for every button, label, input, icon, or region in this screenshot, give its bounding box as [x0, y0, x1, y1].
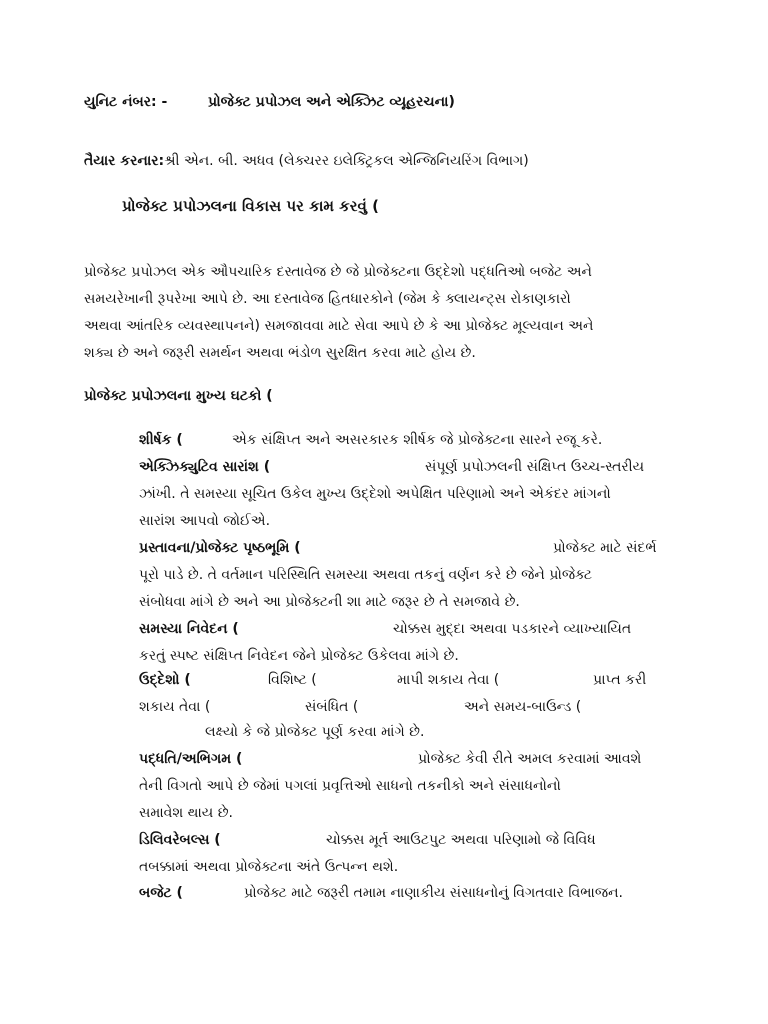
item-deliverables-text: ચોક્કસ મૂર્ત આઉટપુટ અથવા પરિણામો જે વિવિધ	[326, 832, 596, 848]
unit-title: પ્રોજેક્ટ પ્રપોઝલ અને એક્ઝિટ વ્યૂહરચના)	[208, 94, 455, 110]
item-exec-line2: ઝાંખી. તે સમસ્યા સૂચિત ઉકેલ મુખ્ય ઉદ્દેશો અપેક્ષિત પરિણામો અને એકંદર માંગનો	[139, 486, 611, 502]
item-objectives-l2a: શકાય તેવા (	[139, 699, 211, 715]
prepared-label: તૈયાર કરનાર:	[84, 153, 165, 169]
section-heading-components: પ્રોજેક્ટ પ્રપોઝલના મુખ્ય ઘટકો (	[84, 388, 273, 404]
item-problem-term: સમસ્યા નિવેદન (	[139, 621, 239, 637]
item-method-line2: તેની વિગતો આપે છે જેમાં પગલાં પ્રવૃત્તિઓ સાધનો તકનીકો અને સંસાધનોનો	[139, 778, 561, 794]
item-objectives-term: ઉદ્દેશો (	[139, 672, 191, 688]
item-objectives-timebound: અને સમય-બાઉન્ડ (	[464, 699, 582, 715]
item-deliverables-term: ડિલિવરેબલ્સ (	[139, 832, 221, 848]
section-heading-development: પ્રોજેક્ટ પ્રપોઝલના વિકાસ પર કામ કરવું (	[122, 197, 379, 215]
item-budget-text: પ્રોજેક્ટ માટે જરૂરી તમામ નાણાકીય સંસાધનોનું વિગતવાર વિભાજન.	[244, 885, 623, 901]
intro-line-2: સમયરેખાની રૂપરેખા આપે છે. આ દસ્તાવેજ હિતધારકોને (જેમ કે ક્લાયન્ટ્સ રોકાણકારો	[84, 291, 571, 307]
item-objectives-line3: લક્ષ્યો કે જે પ્રોજેક્ટ પૂર્ણ કરવા માંગે છે.	[205, 724, 425, 740]
item-exec-term: એક્ઝિક્યુટિવ સારાંશ (	[139, 459, 271, 475]
item-method-term: પદ્ધતિ/અભિગમ (	[139, 751, 243, 767]
item-method-text: પ્રોજેક્ટ કેવી રીતે અમલ કરવામાં આવશે	[418, 751, 642, 767]
intro-line-3: અથવા આંતરિક વ્યવસ્થાપનને) સમજાવવા માટે સેવા આપે છે કે આ પ્રોજેક્ટ મૂલ્યવાન અને	[84, 318, 594, 334]
prepared-value: શ્રી એન. બી. અધવ (લેક્ચરર ઇલેક્ટ્રિકલ એન્જિનિયરિંગ વિભાગ)	[164, 153, 529, 169]
item-intro-text: પ્રોજેક્ટ માટે સંદર્ભ	[553, 540, 657, 556]
item-exec-text: સંપૂર્ણ પ્રપોઝલની સંક્ષિપ્ત ઉચ્ચ-સ્તરીય	[425, 459, 645, 475]
item-intro-line2: પૂરો પાડે છે. તે વર્તમાન પરિસ્થિતિ સમસ્યા અથવા તકનું વર્ણન કરે છે જેને પ્રોજેક્ટ	[139, 567, 593, 583]
item-title-term: શીર્ષક (	[139, 432, 183, 448]
item-objectives-measurable: માપી શકાય તેવા (	[397, 672, 500, 688]
intro-line-1: પ્રોજેક્ટ પ્રપોઝલ એક ઔપચારિક દસ્તાવેજ છે જે પ્રોજેક્ટના ઉદ્દેશો પદ્ધતિઓ બજેટ અને	[84, 264, 592, 280]
item-method-line3: સમાવેશ થાય છે.	[139, 805, 233, 821]
item-exec-line3: સારાંશ આપવો જોઈએ.	[139, 513, 271, 529]
intro-line-4: શક્ય છે અને જરૂરી સમર્થન અથવા ભંડોળ સુરક્ષિત કરવા માટે હોય છે.	[84, 345, 476, 361]
item-problem-line2: કરતું સ્પષ્ટ સંક્ષિપ્ત નિવેદન જેને પ્રોજેક્ટ ઉકેલવા માંગે છે.	[139, 648, 459, 664]
item-intro-term: પ્રસ્તાવના/પ્રોજેક્ટ પૃષ્ઠભૂમિ (	[139, 540, 301, 556]
item-objectives-specific: વિશિષ્ટ (	[268, 672, 317, 688]
item-title-text: એક સંક્ષિપ્ત અને અસરકારક શીર્ષક જે પ્રોજેક્ટના સારને રજૂ કરે.	[232, 432, 603, 448]
item-budget-term: બજેટ (	[139, 885, 183, 901]
unit-label: યુનિટ નંબર: -	[84, 94, 168, 110]
prepared-by	[84, 151, 529, 171]
item-deliverables-line2: તબક્કામાં અથવા પ્રોજેક્ટના અંતે ઉત્પન્ન થશે.	[139, 859, 399, 875]
item-intro-line3: સંબોધવા માંગે છે અને આ પ્રોજેક્ટની શા માટે જરૂર છે તે સમજાવે છે.	[139, 594, 520, 610]
item-objectives-relevant: સંબંધિત (	[305, 699, 359, 715]
item-problem-text: ચોક્કસ મુદ્દા અથવા પડકારને વ્યાખ્યાયિત	[393, 621, 632, 637]
item-objectives-achievable: પ્રાપ્ત કરી	[593, 672, 647, 688]
